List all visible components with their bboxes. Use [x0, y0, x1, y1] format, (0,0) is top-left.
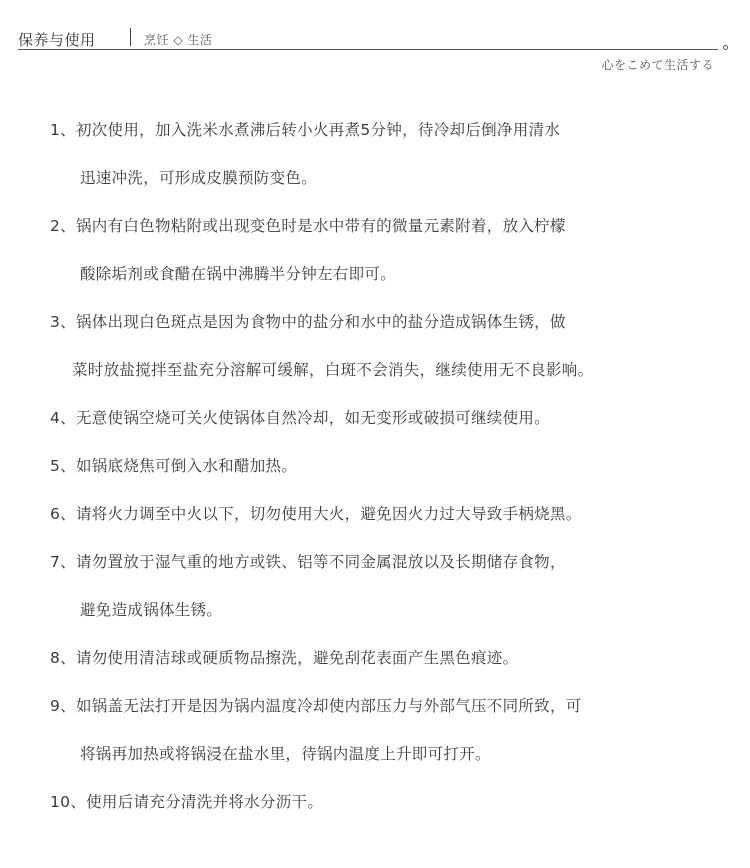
instruction-2-line-1: 2、锅内有白色物粘附或出现变色时是水中带有的微量元素附着，放入柠檬 [50, 217, 566, 235]
section-subtitle: 烹饪 ◇ 生活 [144, 33, 213, 47]
instruction-7-line-2: 避免造成锅体生锈。 [80, 601, 223, 619]
instruction-2-line-2: 酸除垢剂或食醋在锅中沸腾半分钟左右即可。 [80, 265, 397, 283]
tagline: 心をこめて生活する [601, 58, 714, 72]
title-divider [130, 28, 131, 46]
instruction-4-line-1: 4、无意使锅空烧可关火使锅体自然冷却，如无变形或破损可继续使用。 [50, 409, 550, 427]
header-rule [18, 49, 718, 50]
instruction-10-line-1: 10、使用后请充分清洗并将水分沥干。 [50, 793, 324, 811]
page-header [18, 26, 734, 52]
instruction-7-line-1: 7、请勿置放于湿气重的地方或铁、铝等不同金属混放以及长期储存食物， [50, 553, 566, 571]
instruction-8-line-1: 8、请勿使用清洁球或硬质物品擦洗，避免刮花表面产生黑色痕迹。 [50, 649, 519, 667]
section-title: 保养与使用 [18, 31, 96, 49]
instruction-9-line-2: 将锅再加热或将锅浸在盐水里，待锅内温度上升即可打开。 [80, 745, 491, 763]
instruction-9-line-1: 9、如锅盖无法打开是因为锅内温度冷却使内部压力与外部气压不同所致，可 [50, 697, 582, 715]
instruction-5-line-1: 5、如锅底烧焦可倒入水和醋加热。 [50, 457, 298, 475]
rule-end-circle-icon [723, 45, 728, 50]
instruction-1-line-2: 迅速冲洗，可形成皮膜预防变色。 [80, 169, 318, 187]
instruction-3-line-2: 菜时放盐搅拌至盐充分溶解可缓解，白斑不会消失，继续使用无不良影响。 [72, 361, 594, 379]
instruction-6-line-1: 6、请将火力调至中火以下，切勿使用大火，避免因火力过大导致手柄烧黑。 [50, 505, 582, 523]
instruction-3-line-1: 3、锅体出现白色斑点是因为食物中的盐分和水中的盐分造成锅体生锈，做 [50, 313, 566, 331]
instruction-1-line-1: 1、初次使用，加入洗米水煮沸后转小火再煮5分钟，待冷却后倒净用清水 [50, 121, 561, 139]
